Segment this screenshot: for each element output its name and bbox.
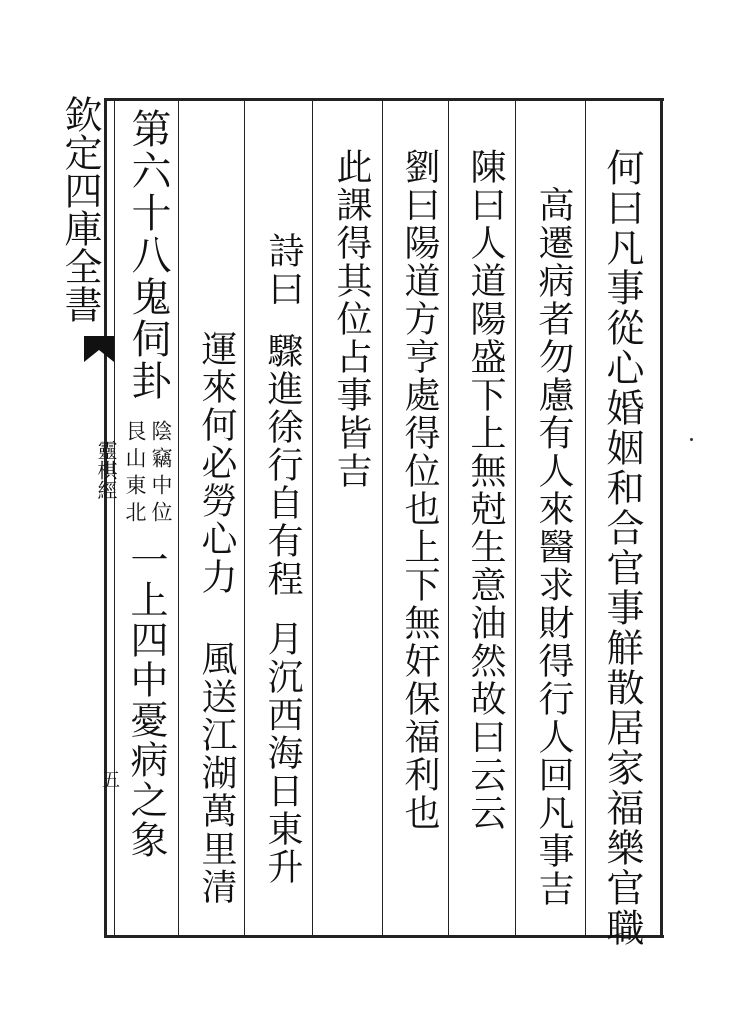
annotation-line-left: 艮山東北 (123, 420, 147, 528)
text-column-1: 何曰凡事從心婚姻和合官事觧散居家福樂官職 (600, 148, 644, 948)
text-column-7-verse-1: 運來何必勞心力 (196, 330, 237, 596)
series-title: 欽定四庫全書 (58, 95, 102, 323)
frame-right-border (660, 98, 663, 938)
column-divider (448, 101, 449, 935)
book-title: 靈棋經 (94, 440, 118, 500)
column-divider (312, 101, 313, 935)
frame-top-border (104, 98, 664, 101)
column-divider (515, 101, 516, 935)
text-column-2: 高遷病者勿慮有人來醫求財得行人回凡事吉 (533, 186, 574, 908)
text-column-7-verse-2: 風送江湖萬里清 (196, 640, 237, 906)
frame-inner-left-rule (114, 98, 115, 938)
text-column-6-label: 詩曰 (263, 232, 304, 308)
page-number: 五 (99, 770, 120, 788)
text-column-3: 陳曰人道陽盛下上無尅生意油然故曰云云 (465, 148, 506, 832)
text-column-6-verse-1: 驟進徐行自有程 (262, 332, 303, 598)
frame-left-border (104, 98, 107, 938)
chapter-heading: 第六十八鬼伺卦 (125, 108, 171, 402)
column-divider (178, 101, 179, 935)
text-column-5: 此課得其位占事皆吉 (331, 148, 372, 490)
column-divider (244, 101, 245, 935)
stray-dot (690, 438, 693, 441)
fishtail-mark (84, 336, 114, 364)
frame-bottom-border (104, 935, 664, 938)
text-column-4: 劉曰陽道方亨處得位也上下無奸保福利也 (399, 148, 440, 832)
column-divider (382, 101, 383, 935)
text-column-6-verse-2: 月沉西海日東升 (262, 620, 303, 886)
annotation-line-right: 陰竊中位 (149, 420, 173, 528)
column-divider (585, 101, 586, 935)
chapter-subheading: 一上四中憂病之象 (124, 540, 168, 860)
